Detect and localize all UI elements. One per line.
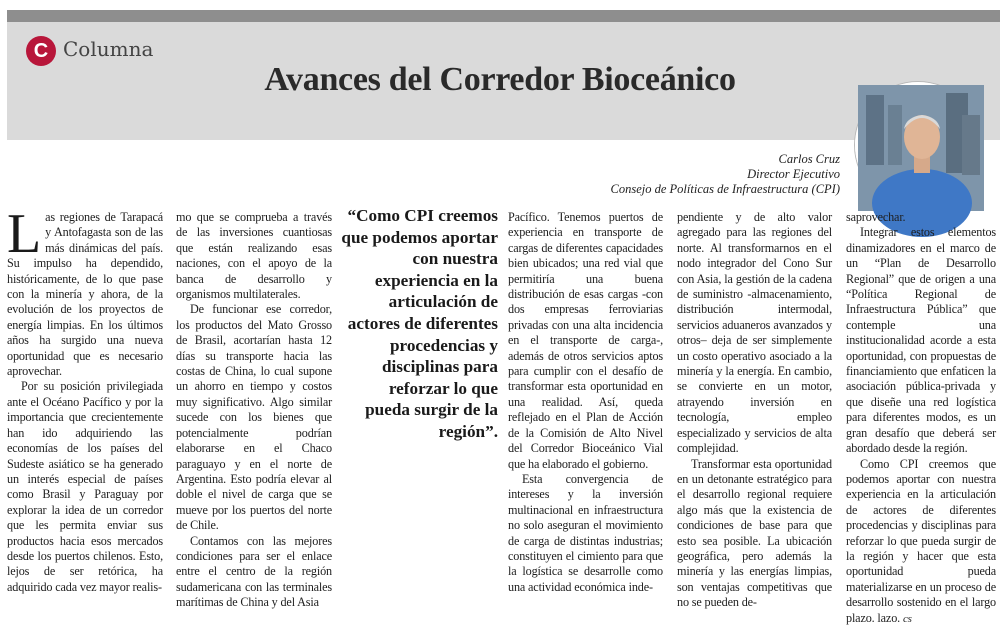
article-column-5 (846, 210, 996, 627)
paragraph: Transformar esta oportunidad en un detonante estratégico para el desarrollo regional requiere algo más que la existencia de condiciones de base para que esto sea posible. La ubicación geográfica, pero además la minería y las energías limpias, son ventajas competitivas que no se pueden de- (677, 456, 832, 610)
article-column-2 (176, 210, 332, 611)
paragraph-text: as regiones de Tarapacá y Antofagasta son de las más dinámicas del país. Su impulso ha dependido, históricamente, de lo que pase con la minería y ahora, de la evolución de los proyectos de energía limpias. En los últimos años ha surgido una nueva oportunidad que es necesario aprovechar. (7, 210, 163, 379)
paragraph: saprovechar. (846, 210, 906, 224)
drop-cap: L (7, 203, 42, 265)
portrait-illustration (858, 85, 984, 211)
paragraph: Contamos con las mejores condiciones para ser el enlace entre el centro de la región sudamericana con las terminales marítimas de China y del Asia (176, 533, 332, 610)
pull-quote: “Como CPI creemos que podemos aportar con nuestra experiencia en la articulación de actores de diferentes procedencias y disciplinas para reforzar lo que pueda surgir de la región”. (341, 206, 498, 441)
paragraph: Esta convergencia de intereses y la inversión multinacional en infraestructura no solo aseguran el movimiento de carga de distintas industrias; constituyen el cimiento para que la logística se desarrolle como una actividad económica inde- (508, 471, 663, 594)
author-byline (611, 152, 840, 197)
end-mark: cs (902, 612, 912, 625)
paragraph: Pacífico. Tenemos puertos de experiencia en transporte de cargas de diferentes capacidades bien ubicados; una red vial que permitiría una buena distribución de esas cargas -con dos empresas ferroviarias privadas con una alta incidencia en el transporte de carga-, además de otros servicios aptos para cumplir con el desafío de transformar esta oportunidad en una realidad. Así, queda reflejado en el Plan de Acción de la Comisión de Alto Nivel del Corredor Bioceánico Vial que ha elaborado el gobierno. (508, 210, 663, 471)
paragraph: De funcionar ese corredor, los productos del Mato Grosso de Brasil, acortarían hasta 12 días su transporte hacia las costas de China, lo cual supone un ahorro en tiempo y costos muy significativo. Algo similar sucede con los bienes que potencialmente podrían elaborarse en el Chaco paraguayo y en el norte de Argentina. Esto podría elevar al doble el nivel de carga que se mueve por los puertos del norte de Chile. (176, 302, 332, 533)
paragraph: pendiente y de alto valor agregado para las regiones del norte. Al transformarnos en el nodo integrador del Cono Sur con Asia, la gestión de la cadena de suministro -almacenamiento, distribución intermodal, servicios aduaneros avanzados y otros– deja de ser simplemente un costo operativo asociado a la minería y la energía. En cambio, se convierte en un motor, atrayendo inversión en tecnología, empleo especializado y servicios de alta complejidad. (677, 210, 832, 456)
section-label: Columna (63, 37, 154, 61)
headline: Avances del Corredor Bioceánico (264, 61, 736, 98)
paragraph (846, 457, 996, 627)
paragraph-text: Como CPI creemos que podemos aportar con nuestra experiencia en la articulación de actores de diferentes procedencias y disciplinas para reforzar lo que pueda surgir de la región y hacer que esta oportunidad pueda materializarse en un proceso de desarrollo sostenido en el largo plazo. lazo. (846, 456, 996, 625)
article-column-3 (508, 210, 663, 595)
author-org: Consejo de Políticas de Infraestructura (CPI) (610, 182, 840, 196)
paragraph: Integrar estos elementos dinamizadores en el marco de un “Plan de Desarrollo Regional” que de origen a una “Política Regional de Infraestructura Pública” que contemple una institucionalidad acorde a esta oportunidad, con propuestas de financiamiento que enfaticen la asociación pública-privada y que diseñe una red logística para diferentes modos, es un gran desafío que deberá ser abordado desde la región. (846, 225, 996, 456)
top-rule-bar (7, 10, 1000, 22)
author-name: Carlos Cruz (778, 152, 840, 166)
paragraph: mo que se comprueba a través de las inversiones cuantiosas que están realizando esas naciones, con el apoyo de la banca de desarrollo y organismos multilaterales. (176, 210, 332, 302)
section-badge: C (26, 36, 56, 66)
paragraph: Por su posición privilegiada ante el Océano Pacífico y por la importancia que crecientemente han ido adquiriendo las economías de los países del Sudeste asiático se ha generado un interés especial de países como Brasil y Paraguay por explorar la idea de un corredor que les permita enviar sus productos hacia esos mercados desde los puertos chilenos. Esto, lejos de ser retórica, ha adquirido cada vez mayor realis- (7, 379, 163, 594)
author-role: Director Ejecutivo (747, 167, 840, 181)
paragraph (7, 203, 163, 379)
article-column-1 (7, 203, 163, 595)
article-column-4 (677, 210, 832, 611)
author-portrait (855, 82, 981, 208)
